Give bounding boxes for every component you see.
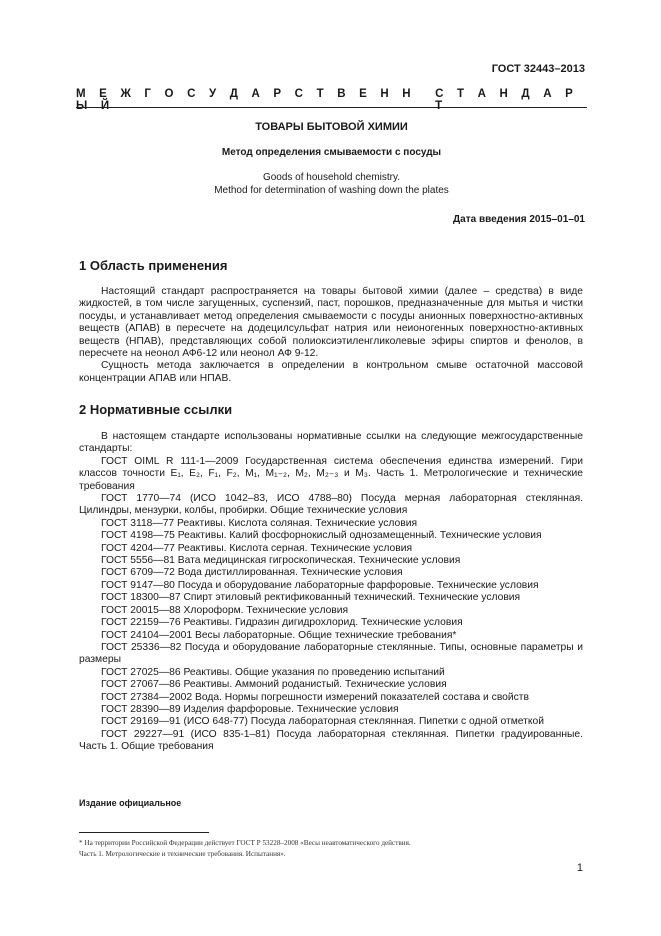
paragraph: Настоящий стандарт распространяется на товары бытовой химии (далее – средства) в виде жидкостей, в том числе загущенных, суспензий, паст, порошков, предназначенные для мытья и чистки посуды, и устанавливает метод определения смываемости с посуды анионных поверхностно-активных веществ (АПАВ) в пересчете на додецилсульфат натрия или неионогенных поверхностно-активных веществ (НПАВ), представляющих собой полиоксиэтиленгликолевые эфиры спиртов и фенолов, в пересчете на неонол АФ6-12 или неонол АФ 9-12. <box>79 286 583 360</box>
english-title-line: Goods of household chemistry. <box>262 172 401 183</box>
normative-reference: ГОСТ 18300—87 Спирт этиловый ректификованный технический. Технические условия <box>101 592 521 604</box>
footnote-line: * На территории Российской Федерации действует ГОСТ Р 53228–2008 «Весы неавтоматического действия. <box>79 839 411 847</box>
normative-reference: ГОСТ 4198—75 Реактивы. Калий фосфорнокислый однозамещенный. Технические условия <box>101 530 542 542</box>
banner-divider <box>76 107 587 108</box>
section-2-heading: 2 Нормативные ссылки <box>79 402 233 417</box>
section-1-text <box>79 286 583 385</box>
footnote-divider <box>79 832 209 833</box>
banner-word-standard: С Т А Н Д А Р Т <box>435 88 578 112</box>
normative-reference: ГОСТ 27067—86 Реактивы. Аммоний роданистый. Технические условия <box>101 679 447 691</box>
normative-reference: ГОСТ OIML R 111-1—2009 Государственная система обеспечения единства измерений. Гири классов точности E₁, E₂, F₁, F₂, M₁, M₁₋₂, M₂, M₂₋₃ и M₃. Часть 1. Метрологические и технические требования <box>79 455 583 492</box>
normative-reference: ГОСТ 28390—89 Изделия фарфоровые. Технические условия <box>101 703 399 715</box>
normative-reference: ГОСТ 6709—72 Вода дистиллированная. Технические условия <box>101 567 403 579</box>
standard-type-banner <box>76 88 587 112</box>
banner-word-interstate: М Е Ж Г О С У Д А Р С Т В Е Н Н Ы Й <box>76 88 416 112</box>
document-title: ТОВАРЫ БЫТОВОЙ ХИМИИ <box>255 121 408 133</box>
normative-reference: ГОСТ 29227—91 (ИСО 835-1–81) Посуда лабораторная стеклянная. Пипетки градуированные. Часть 1. Общие требования <box>79 728 583 753</box>
english-title-line: Method for determination of washing down the plates <box>214 184 449 196</box>
normative-reference: ГОСТ 27384—2002 Вода. Нормы погрешности измерений показателей состава и свойств <box>101 691 529 703</box>
introduction-date: Дата введения 2015–01–01 <box>453 214 585 225</box>
normative-reference: ГОСТ 22159—76 Реактивы. Гидразин дигидрохлорид. Технические условия <box>101 617 463 629</box>
official-edition-label: Издание официальное <box>79 798 182 808</box>
section-2-text <box>79 431 583 754</box>
english-title <box>76 172 587 197</box>
normative-reference: ГОСТ 5556—81 Вата медицинская гигроскопическая. Технические условия <box>101 555 461 567</box>
standard-code: ГОСТ 32443–2013 <box>491 63 585 75</box>
normative-reference: ГОСТ 1770—74 (ИСО 1042–83, ИСО 4788–80) Посуда мерная лабораторная стеклянная. Цилиндры, мензурки, колбы, пробирки. Общие технические условия <box>79 493 583 517</box>
document-subtitle: Метод определения смываемости с посуды <box>221 147 442 158</box>
footnote <box>79 838 583 860</box>
normative-reference: ГОСТ 24104—2001 Весы лабораторные. Общие технические требования* <box>101 629 457 641</box>
footnote-line: Часть 1. Метрологические и технические требования. Испытания». <box>79 850 286 858</box>
normative-reference: ГОСТ 4204—77 Реактивы. Кислота серная. Технические условия <box>101 542 413 554</box>
paragraph-intro: В настоящем стандарте использованы нормативные ссылки на следующие межгосударственные стандарты: <box>79 431 583 455</box>
section-1-heading: 1 Область применения <box>79 258 228 273</box>
page-number: 1 <box>576 862 583 874</box>
normative-reference: ГОСТ 27025—86 Реактивы. Общие указания по проведению испытаний <box>101 666 445 678</box>
normative-reference: ГОСТ 20015—88 Хлороформ. Технические условия <box>101 604 349 616</box>
normative-reference: ГОСТ 9147—80 Посуда и оборудование лабораторные фарфоровые. Технические условия <box>101 579 539 591</box>
paragraph: Сущность метода заключается в определении в контрольном смыве остаточной массовой концентрации АПАВ или НПАВ. <box>79 360 583 384</box>
normative-reference: ГОСТ 25336—82 Посуда и оборудование лабораторные стеклянные. Типы, основные параметры и размеры <box>79 641 583 666</box>
normative-reference: ГОСТ 3118—77 Реактивы. Кислота соляная. Технические условия <box>101 517 418 529</box>
normative-reference: ГОСТ 29169—91 (ИСО 648-77) Посуда лабораторная стеклянная. Пипетки с одной отметкой <box>101 716 544 728</box>
